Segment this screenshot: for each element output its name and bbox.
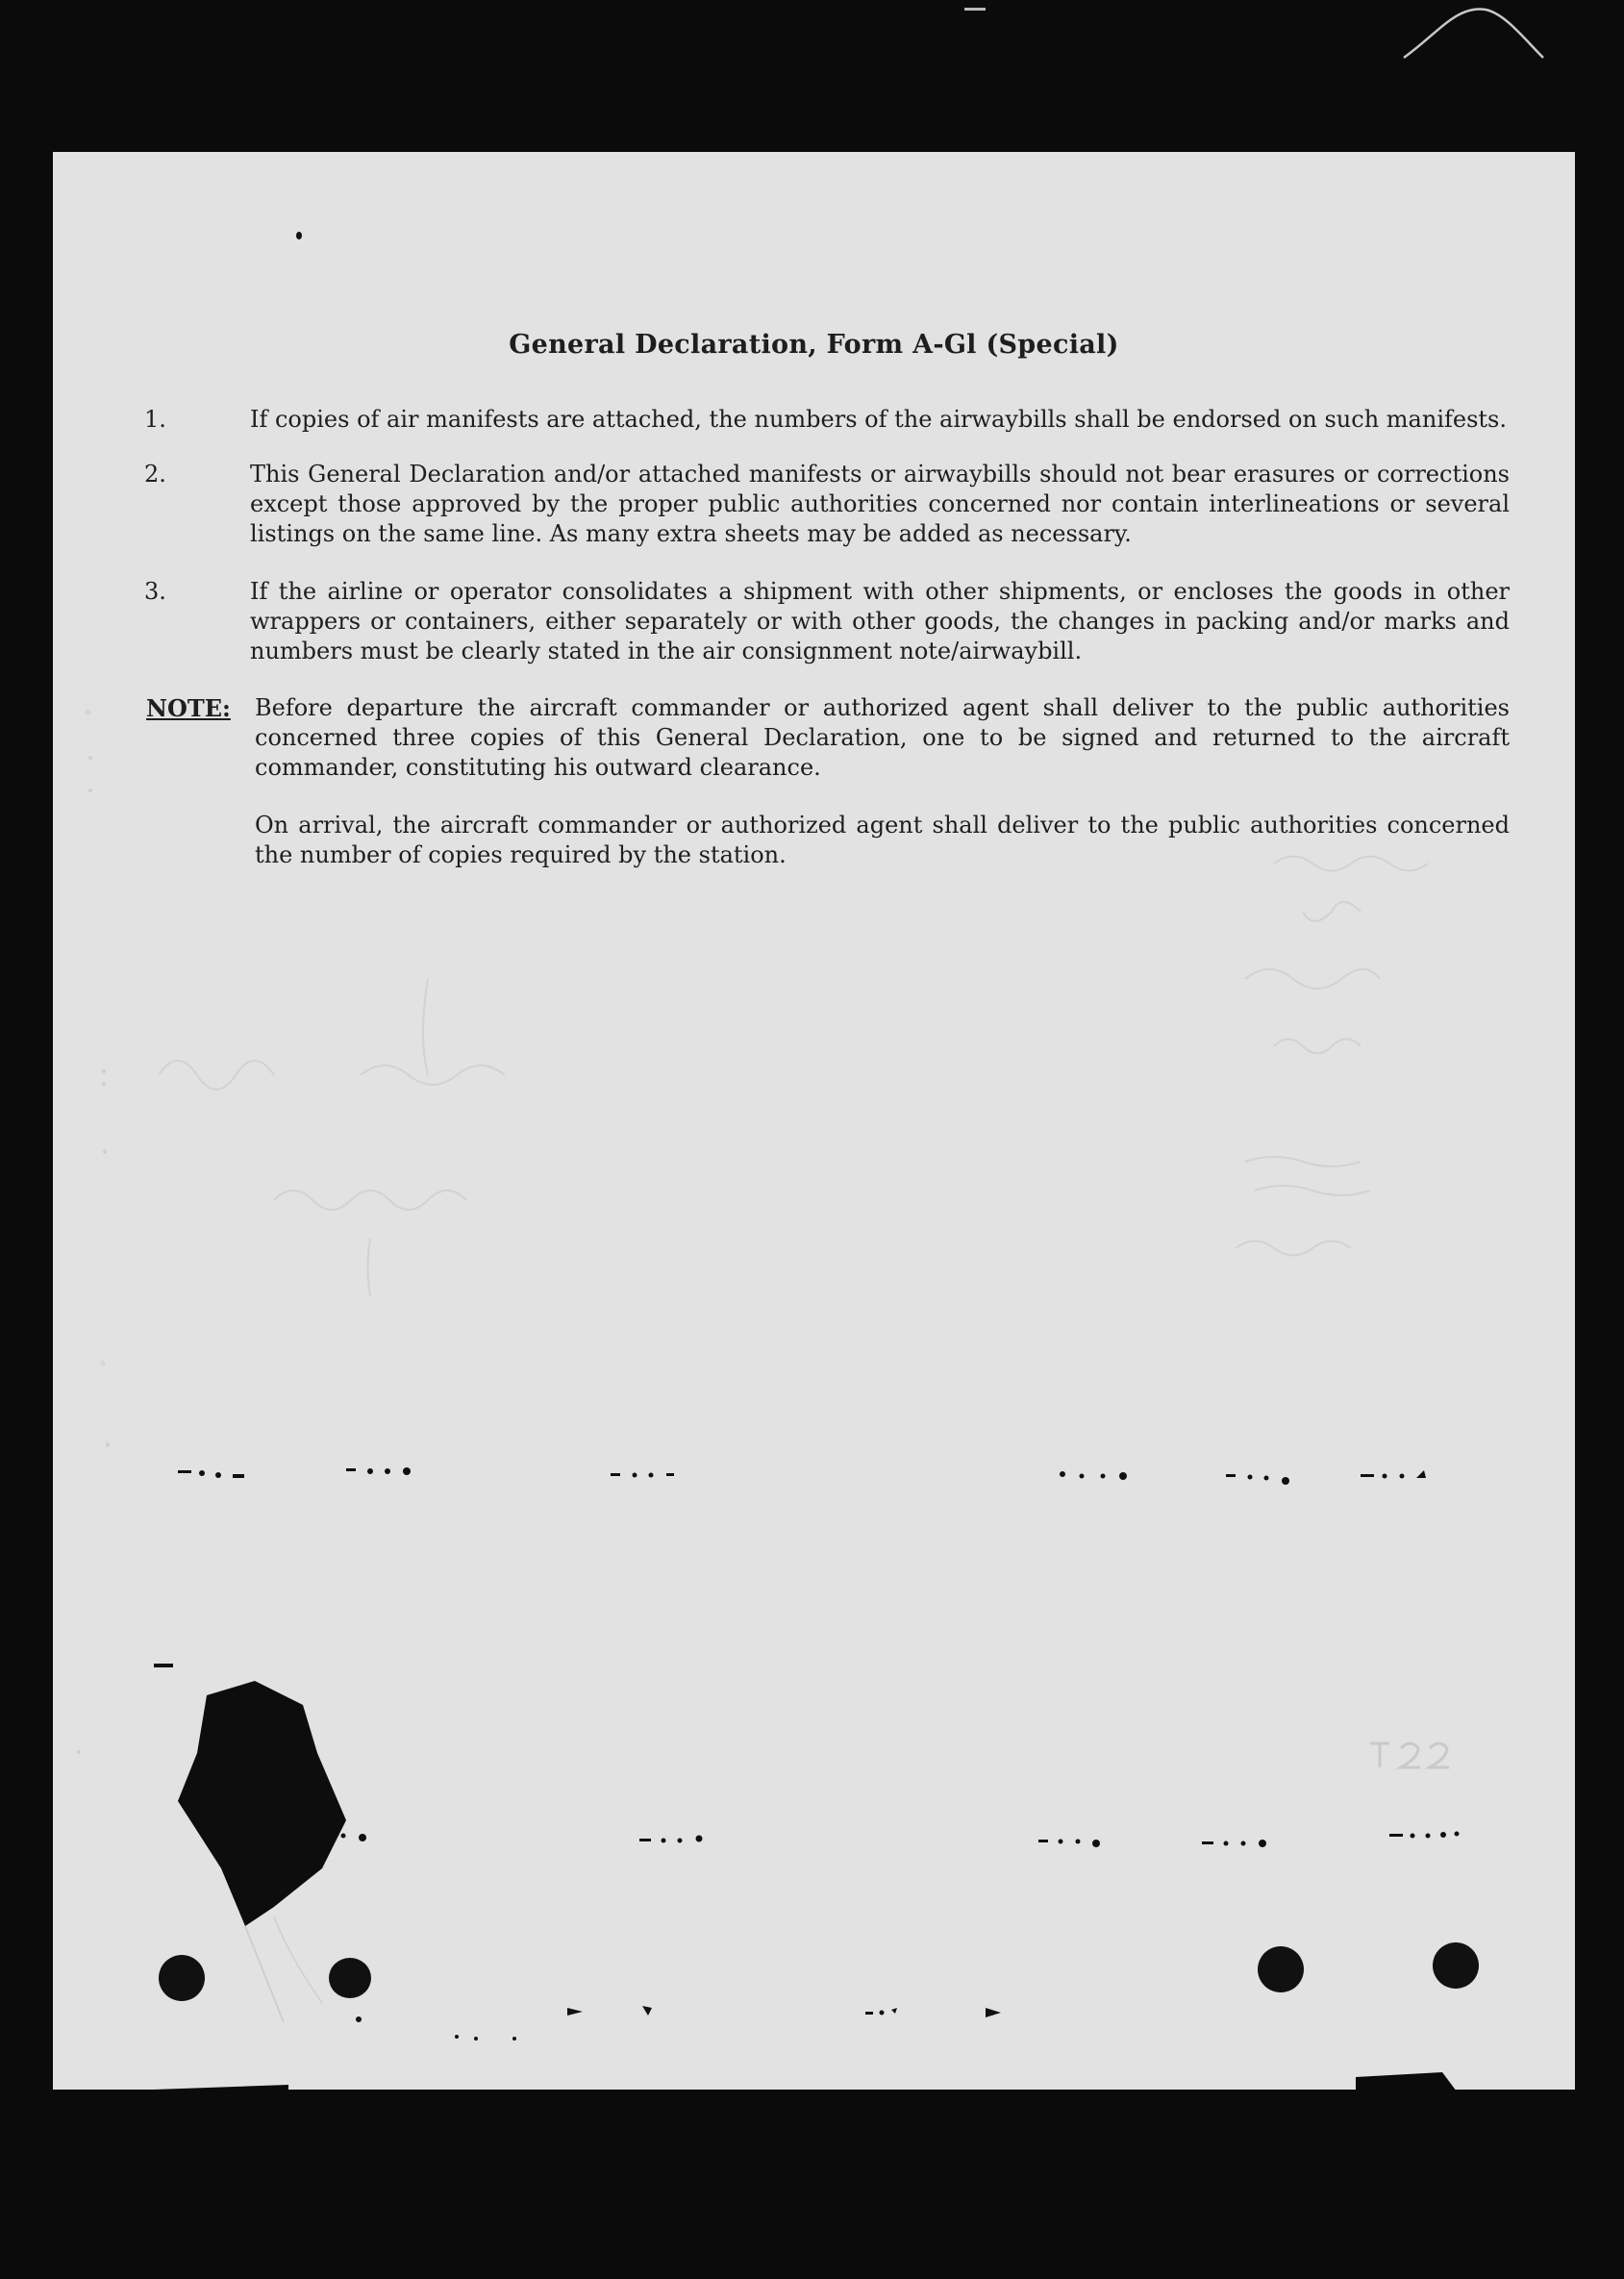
bottom-edge (0, 2058, 1624, 2116)
item-text: This General Declaration and/or attached manifests or airwaybills should not bear erasures or corrections except those approved by the proper public authorities concerned nor contain interlineations or several listings on the same line. As many extra sheets may be added as necessary. (250, 461, 1510, 547)
margin-dot (106, 1442, 110, 1447)
margin-dot (100, 1361, 106, 1366)
form-sheet (53, 152, 1575, 2090)
stray-dot (296, 232, 302, 239)
stray-dash (154, 1664, 173, 1667)
margin-dot (85, 709, 91, 715)
margin-dot (102, 1082, 106, 1086)
item-number: 1. (144, 406, 166, 433)
margin-dot (102, 1069, 106, 1073)
punch-hole (1433, 1942, 1479, 1989)
margin-dot (88, 789, 92, 792)
top-scan-mark (964, 8, 986, 11)
punch-hole (1258, 1946, 1304, 1992)
form-title: General Declaration, Form A-Gl (Special) (509, 330, 1119, 360)
margin-dot (103, 1149, 107, 1154)
corner-wire-mark (1399, 0, 1553, 67)
item-text: If copies of air manifests are attached, the numbers of the airwaybills shall be endorsed on such manifests. (250, 406, 1507, 433)
margin-dot (77, 1750, 81, 1754)
margin-dot (88, 756, 92, 760)
torn-patch (168, 1676, 389, 2032)
note-paragraph-2: On arrival, the aircraft commander or authorized agent shall deliver to the public authorities concerned the number of copies required by the station. (255, 812, 1510, 868)
item-number: 2. (144, 461, 166, 488)
signature-dots-row-1 (53, 1455, 1575, 1493)
item-number: 3. (144, 578, 166, 605)
note-paragraph-1: Before departure the aircraft commander or authorized agent shall deliver to the public authorities concerned three copies of this General Declaration, one to be signed and returned to the aircraft commander, constituting his outward clearance. (255, 694, 1510, 781)
note-label: NOTE: (146, 694, 231, 722)
item-text: If the airline or operator consolidates a shipment with other shipments, or encloses the goods in other wrappers or containers, either separately or with other goods, the changes in packing and/or marks and numbers must be clearly stated in the air consignment note/airwaybill. (250, 578, 1510, 664)
